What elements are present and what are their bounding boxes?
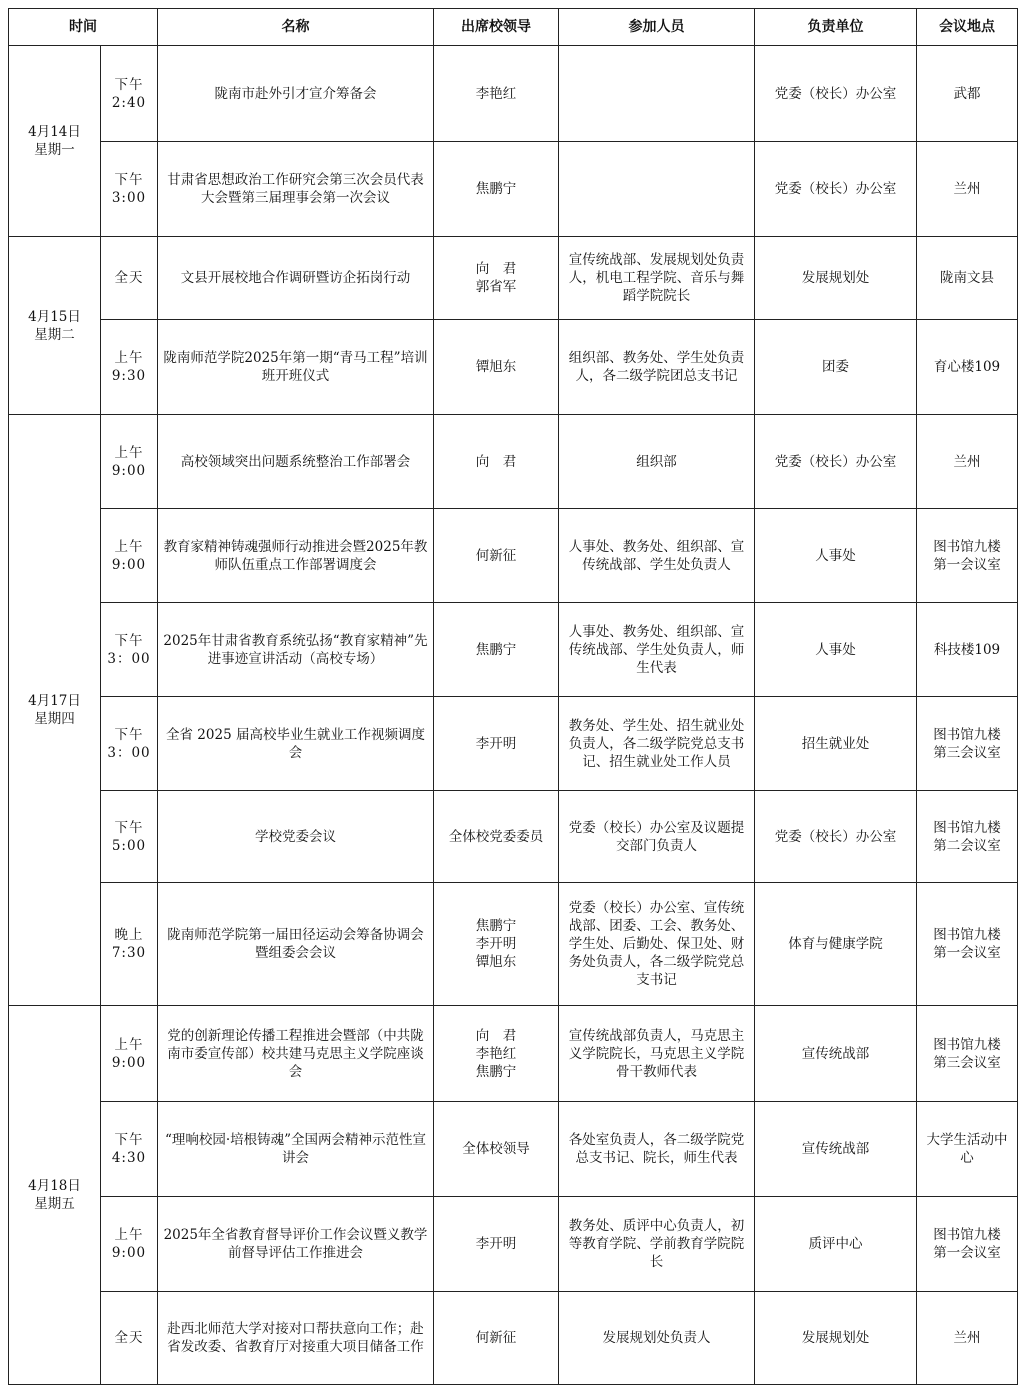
table-row xyxy=(9,1006,1018,1102)
location-cell: 兰州 xyxy=(917,142,1018,237)
unit-cell: 质评中心 xyxy=(755,1197,917,1292)
table-row xyxy=(9,697,1018,791)
location-cell: 陇南文县 xyxy=(917,237,1018,320)
location-cell: 图书馆九楼 第三会议室 xyxy=(917,1006,1018,1102)
location-cell: 兰州 xyxy=(917,415,1018,509)
time-cell: 下午 3：00 xyxy=(101,603,158,697)
unit-cell: 招生就业处 xyxy=(755,697,917,791)
leader-cell: 镡旭东 xyxy=(434,320,559,415)
table-row xyxy=(9,603,1018,697)
participants-cell: 人事处、教务处、组织部、宣传统战部、学生处负责人 xyxy=(559,509,755,603)
time-cell: 上午 9:30 xyxy=(101,320,158,415)
meeting-name-cell: 赴西北师范大学对接对口帮扶意向工作；赴省发改委、省教育厅对接重大项目储备工作 xyxy=(158,1292,434,1385)
unit-cell: 体育与健康学院 xyxy=(755,883,917,1006)
date-cell: 4月14日 星期一 xyxy=(9,46,101,237)
leader-cell: 何新征 xyxy=(434,509,559,603)
location-cell: 图书馆九楼 第三会议室 xyxy=(917,697,1018,791)
leader-cell: 李开明 xyxy=(434,1197,559,1292)
location-cell: 育心楼109 xyxy=(917,320,1018,415)
unit-cell: 宣传统战部 xyxy=(755,1102,917,1197)
unit-cell: 发展规划处 xyxy=(755,237,917,320)
time-cell: 上午 9:00 xyxy=(101,1006,158,1102)
leader-cell: 李开明 xyxy=(434,697,559,791)
location-cell: 图书馆九楼 第一会议室 xyxy=(917,883,1018,1006)
leader-cell: 向 君 李艳红 焦鹏宁 xyxy=(434,1006,559,1102)
header-leader: 出席校领导 xyxy=(434,9,559,46)
unit-cell: 宣传统战部 xyxy=(755,1006,917,1102)
meeting-name-cell: 教育家精神铸魂强师行动推进会暨2025年教师队伍重点工作部署调度会 xyxy=(158,509,434,603)
leader-cell: 焦鹏宁 李开明 镡旭东 xyxy=(434,883,559,1006)
meeting-name-cell: 甘肃省思想政治工作研究会第三次会员代表大会暨第三届理事会第一次会议 xyxy=(158,142,434,237)
table-row xyxy=(9,883,1018,1006)
leader-cell: 何新征 xyxy=(434,1292,559,1385)
participants-cell: 各处室负责人，各二级学院党总支书记、院长，师生代表 xyxy=(559,1102,755,1197)
location-cell: 科技楼109 xyxy=(917,603,1018,697)
time-cell: 上午 9:00 xyxy=(101,509,158,603)
location-cell: 图书馆九楼 第二会议室 xyxy=(917,791,1018,883)
time-cell: 上午 9:00 xyxy=(101,1197,158,1292)
leader-cell: 向 君 郭省军 xyxy=(434,237,559,320)
meeting-name-cell: 高校领域突出问题系统整治工作部署会 xyxy=(158,415,434,509)
unit-cell: 人事处 xyxy=(755,509,917,603)
meeting-name-cell: 陇南师范学院2025年第一期“青马工程”培训班开班仪式 xyxy=(158,320,434,415)
header-participants: 参加人员 xyxy=(559,9,755,46)
table-row xyxy=(9,791,1018,883)
leader-cell: 李艳红 xyxy=(434,46,559,142)
header-row xyxy=(9,9,1018,46)
meeting-name-cell: 2025年全省教育督导评价工作会议暨义教学前督导评估工作推进会 xyxy=(158,1197,434,1292)
leader-cell: 全体校党委委员 xyxy=(434,791,559,883)
meeting-name-cell: 2025年甘肃省教育系统弘扬“教育家精神”先进事迹宣讲活动（高校专场） xyxy=(158,603,434,697)
unit-cell: 人事处 xyxy=(755,603,917,697)
table-row xyxy=(9,237,1018,320)
participants-cell: 宣传统战部负责人，马克思主义学院院长，马克思主义学院骨干教师代表 xyxy=(559,1006,755,1102)
meeting-name-cell: 学校党委会议 xyxy=(158,791,434,883)
participants-cell: 教务处、质评中心负责人，初等教育学院、学前教育学院院长 xyxy=(559,1197,755,1292)
time-cell: 上午 9:00 xyxy=(101,415,158,509)
location-cell: 兰州 xyxy=(917,1292,1018,1385)
header-time: 时间 xyxy=(9,9,158,46)
header-location: 会议地点 xyxy=(917,9,1018,46)
table-row xyxy=(9,1197,1018,1292)
date-cell: 4月18日 星期五 xyxy=(9,1006,101,1385)
unit-cell: 党委（校长）办公室 xyxy=(755,791,917,883)
participants-cell: 组织部 xyxy=(559,415,755,509)
leader-cell: 全体校领导 xyxy=(434,1102,559,1197)
location-cell: 图书馆九楼 第一会议室 xyxy=(917,1197,1018,1292)
table-row xyxy=(9,1102,1018,1197)
unit-cell: 团委 xyxy=(755,320,917,415)
leader-cell: 焦鹏宁 xyxy=(434,603,559,697)
meeting-name-cell: 陇南师范学院第一届田径运动会筹备协调会暨组委会会议 xyxy=(158,883,434,1006)
table-row xyxy=(9,415,1018,509)
time-cell: 全天 xyxy=(101,237,158,320)
unit-cell: 党委（校长）办公室 xyxy=(755,415,917,509)
participants-cell: 党委（校长）办公室、宣传统战部、团委、工会、教务处、学生处、后勤处、保卫处、财务处负责人，各二级学院党总支书记 xyxy=(559,883,755,1006)
participants-cell: 人事处、教务处、组织部、宣传统战部、学生处负责人，师生代表 xyxy=(559,603,755,697)
table-row xyxy=(9,46,1018,142)
meeting-name-cell: “理响校园·培根铸魂”全国两会精神示范性宣讲会 xyxy=(158,1102,434,1197)
meeting-name-cell: 党的创新理论传播工程推进会暨部（中共陇南市委宣传部）校共建马克思主义学院座谈会 xyxy=(158,1006,434,1102)
participants-cell xyxy=(559,142,755,237)
table-row xyxy=(9,509,1018,603)
meeting-name-cell: 文县开展校地合作调研暨访企拓岗行动 xyxy=(158,237,434,320)
time-cell: 下午 3:00 xyxy=(101,142,158,237)
time-cell: 下午 4:30 xyxy=(101,1102,158,1197)
location-cell: 大学生活动中心 xyxy=(917,1102,1018,1197)
meeting-name-cell: 全省 2025 届高校毕业生就业工作视频调度会 xyxy=(158,697,434,791)
table-row xyxy=(9,142,1018,237)
table-row xyxy=(9,1292,1018,1385)
header-unit: 负责单位 xyxy=(755,9,917,46)
participants-cell: 组织部、教务处、学生处负责人，各二级学院团总支书记 xyxy=(559,320,755,415)
schedule-table xyxy=(8,8,1018,1385)
unit-cell: 发展规划处 xyxy=(755,1292,917,1385)
location-cell: 图书馆九楼 第一会议室 xyxy=(917,509,1018,603)
participants-cell: 党委（校长）办公室及议题提交部门负责人 xyxy=(559,791,755,883)
participants-cell: 宣传统战部、发展规划处负责人，机电工程学院、音乐与舞蹈学院院长 xyxy=(559,237,755,320)
unit-cell: 党委（校长）办公室 xyxy=(755,142,917,237)
table-row xyxy=(9,320,1018,415)
time-cell: 下午 3：00 xyxy=(101,697,158,791)
unit-cell: 党委（校长）办公室 xyxy=(755,46,917,142)
time-cell: 下午 5:00 xyxy=(101,791,158,883)
date-cell: 4月17日 星期四 xyxy=(9,415,101,1006)
participants-cell xyxy=(559,46,755,142)
time-cell: 下午 2:40 xyxy=(101,46,158,142)
participants-cell: 发展规划处负责人 xyxy=(559,1292,755,1385)
meeting-name-cell: 陇南市赴外引才宣介筹备会 xyxy=(158,46,434,142)
leader-cell: 向 君 xyxy=(434,415,559,509)
date-cell: 4月15日 星期二 xyxy=(9,237,101,415)
leader-cell: 焦鹏宁 xyxy=(434,142,559,237)
time-cell: 晚上 7:30 xyxy=(101,883,158,1006)
participants-cell: 教务处、学生处、招生就业处负责人，各二级学院党总支书记、招生就业处工作人员 xyxy=(559,697,755,791)
header-name: 名称 xyxy=(158,9,434,46)
location-cell: 武都 xyxy=(917,46,1018,142)
time-cell: 全天 xyxy=(101,1292,158,1385)
